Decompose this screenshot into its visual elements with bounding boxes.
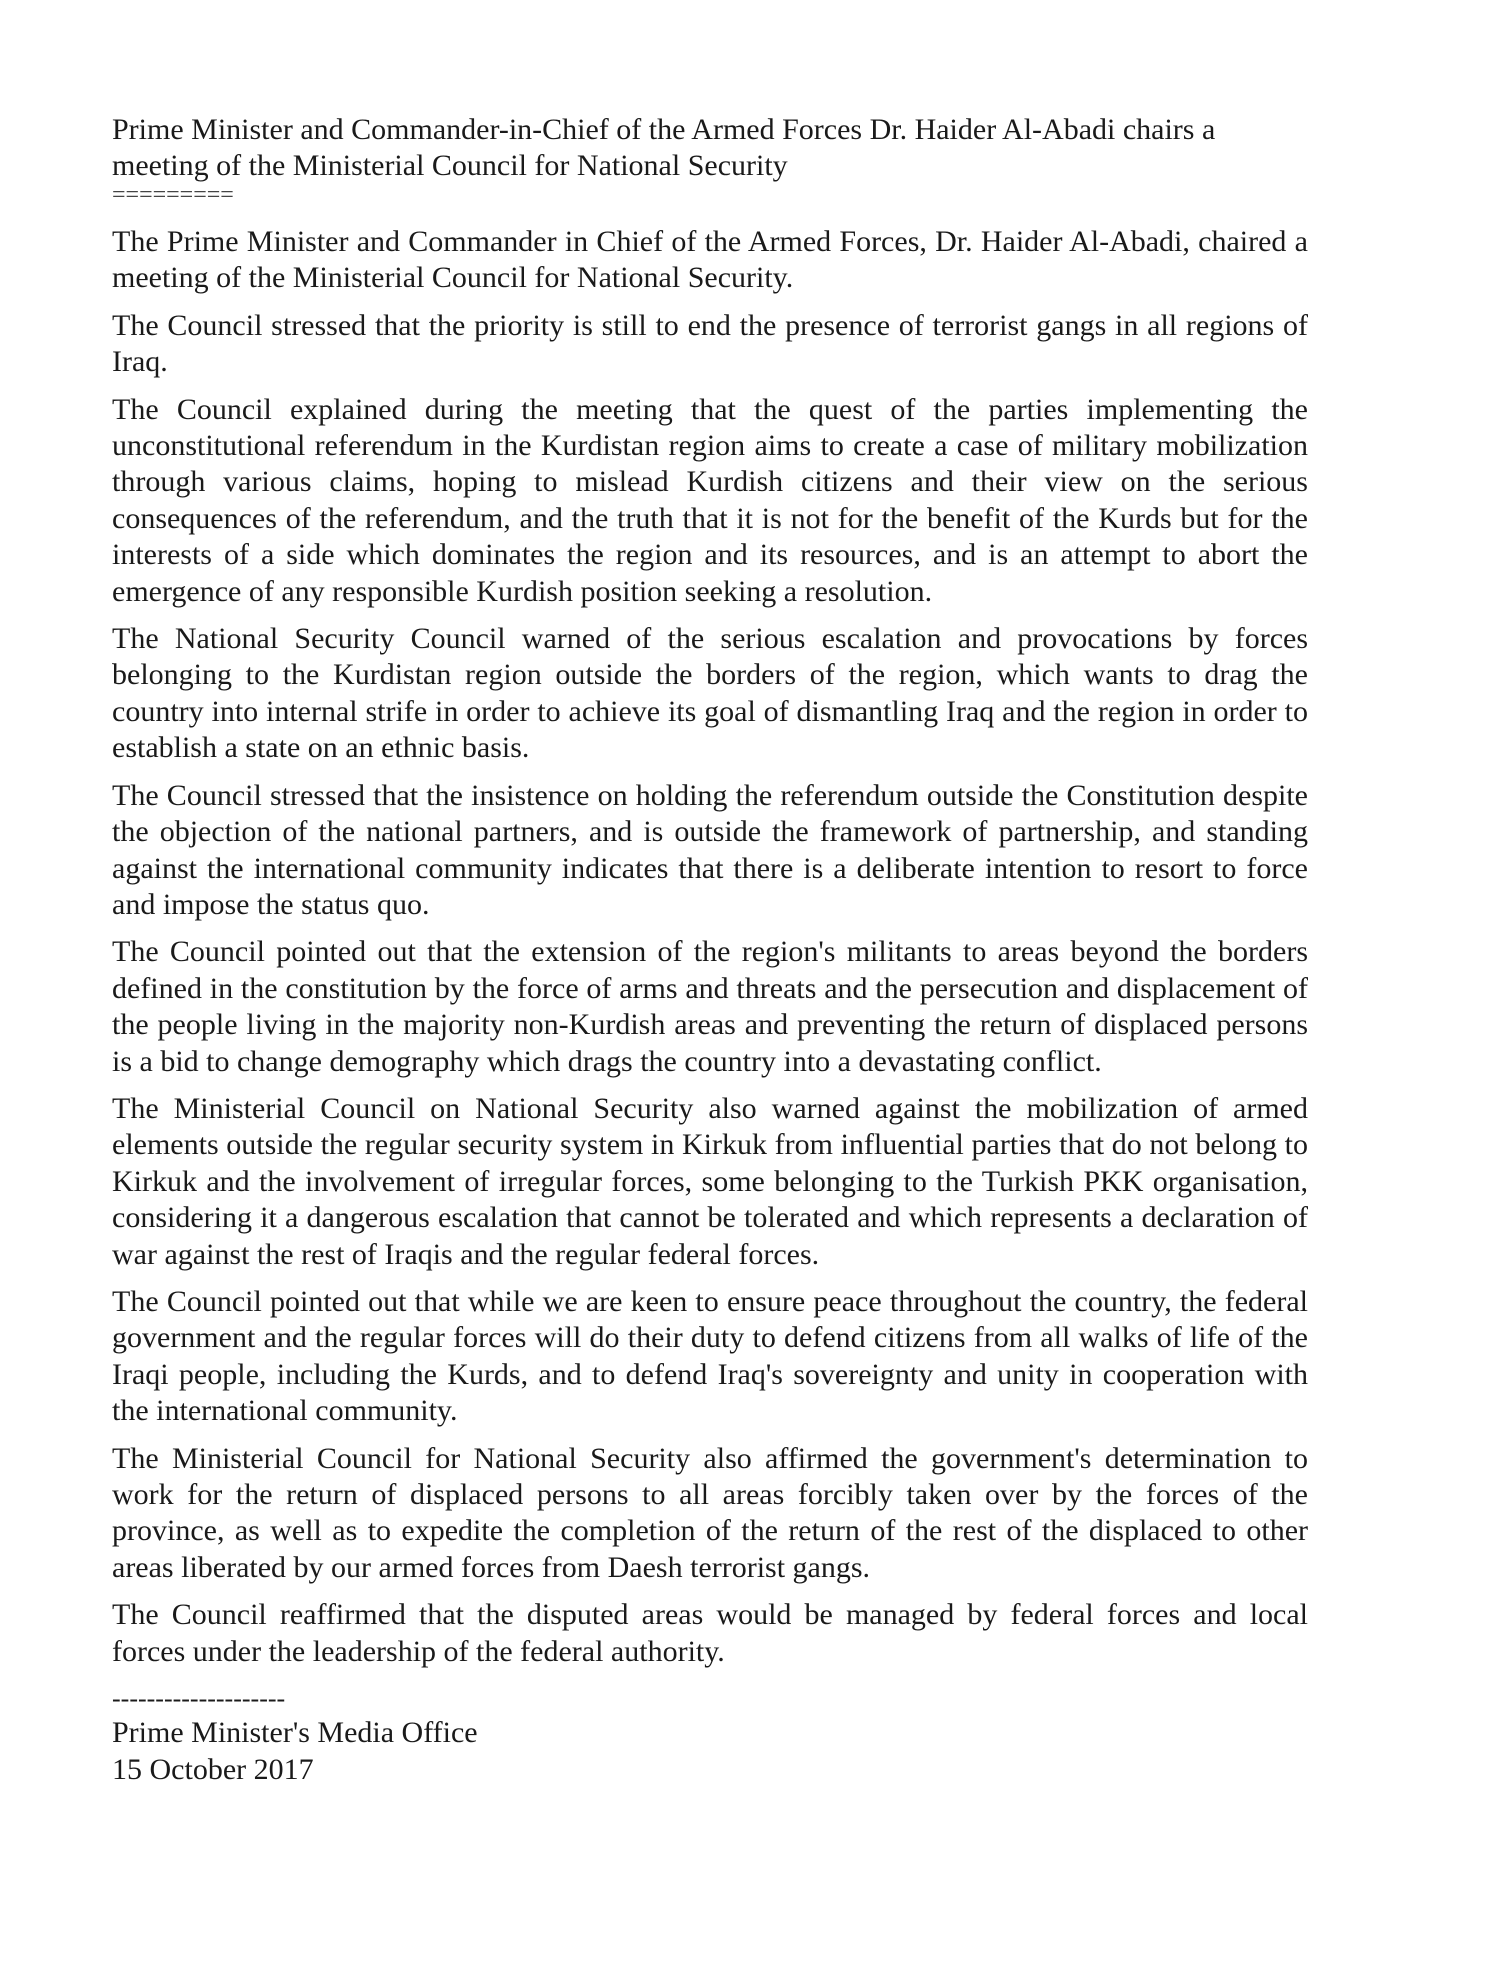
paragraph: The National Security Council warned of the serious escalation and provocations by forces belonging to the Kurdistan region outside the borders of the region, which wants to drag the country into internal strife in order to achieve its goal of dismantling Iraq and the region in order to establish a state on an ethnic basis. [112,622,1308,765]
paragraph: The Council stressed that the insistence on holding the referendum outside the Constitution despite the objection of the national partners, and is outside the framework of partnership, and standing against the international community indicates that there is a deliberate intention to resort to force and impose the status quo. [112,778,1308,921]
document-title: Prime Minister and Commander-in-Chief of the Armed Forces Dr. Haider Al-Abadi chairs a meeting of the Ministerial Council for National Security [112,113,1216,182]
signature-office: Prime Minister's Media Office [112,1716,478,1750]
paragraph: The Prime Minister and Commander in Chief of the Armed Forces, Dr. Haider Al-Abadi, chaired a meeting of the Ministerial Council for National Security. [112,225,1308,295]
paragraph: The Council reaffirmed that the disputed areas would be managed by federal forces and local forces under the leadership of the federal authority. [112,1598,1308,1668]
paragraph: The Council pointed out that the extension of the region's militants to areas beyond the borders defined in the constitution by the force of arms and threats and the persecution and displacement of the people living in the majority non-Kurdish areas and preventing the return of displaced persons is a bid to change demography which drags the country into a devastating conflict. [112,935,1308,1078]
document-page [112,112,1308,1788]
title-underline-rule: ========= [112,182,234,208]
paragraph: The Council pointed out that while we are keen to ensure peace throughout the country, the federal government and the regular forces will do their duty to defend citizens from all walks of life of the Iraqi people, including the Kurds, and to defend Iraq's sovereignty and unity in cooperation with the international community. [112,1284,1308,1428]
document-date: 15 October 2017 [112,1753,314,1787]
paragraph: The Council explained during the meeting that the quest of the parties implementing the unconstitutional referendum in the Kurdistan region aims to create a case of military mobilization through various claims, hoping to mislead Kurdish citizens and their view on the serious consequences of the referendum, and the truth that it is not for the benefit of the Kurds but for the interests of a side which dominates the region and its resources, and is an attempt to abort the emergence of any responsible Kurdish position seeking a resolution. [112,392,1308,608]
signature-separator: -------------------- [112,1684,286,1714]
paragraph: The Ministerial Council for National Security also affirmed the government's determination to work for the return of displaced persons to all areas forcibly taken over by the forces of the province, as well as to expedite the completion of the return of the rest of the displaced to other areas liberated by our armed forces from Daesh terrorist gangs. [112,1441,1308,1584]
paragraph: The Council stressed that the priority is still to end the presence of terrorist gangs in all regions of Iraq. [112,308,1308,379]
paragraph: The Ministerial Council on National Security also warned against the mobilization of armed elements outside the regular security system in Kirkuk from influential parties that do not belong to Kirkuk and the involvement of irregular forces, some belonging to the Turkish PKK organisation, considering it a dangerous escalation that cannot be tolerated and which represents a declaration of war against the rest of Iraqis and the regular federal forces. [112,1091,1308,1271]
